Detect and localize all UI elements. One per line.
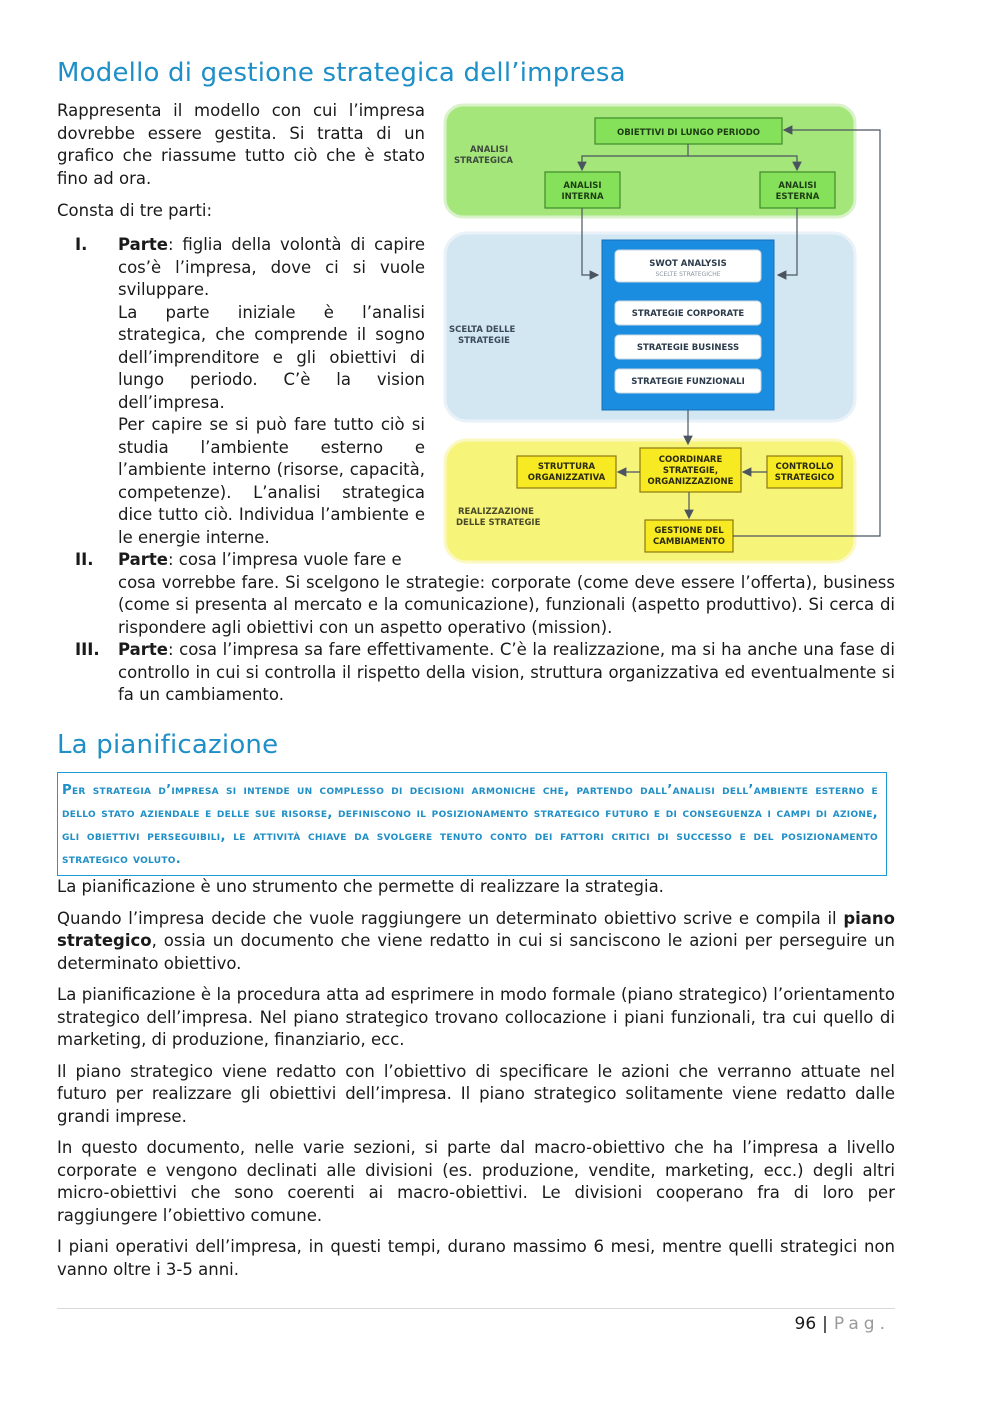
box-controllo-label: CONTROLLO STRATEGICO [774, 462, 835, 483]
section-title-modello: Modello di gestione strategica dell’impresa [57, 58, 626, 88]
box-analisi-esterna-label: ANALISI ESTERNA [775, 181, 820, 202]
paragraph: In questo documento, nelle varie sezioni, si parte dal macro-obiettivo che ha l’impresa a livello corporate e vengono declinati alle divisioni (es. produzione, vendite, marketing, ecc.) degli altri micro-obiettivi che sono coerenti ai macro-obiettivi. Le divisioni cooperano fra di loro per raggiungere l’obiettivo comune. [57, 1138, 895, 1225]
page-footer [795, 1314, 890, 1334]
intro-paragraph: Rappresenta il modello con cui l’impresa dovrebbe essere gestita. Si tratta di un grafico che riassume tutto ciò che è stato fino ad ora. [57, 101, 425, 188]
paragraph: Il piano strategico viene redatto con l’obiettivo di specificare le azioni che verranno attuate nel futuro per realizzare gli obiettivi dell’impresa. Il piano strategico solitamente viene redatto dalle grandi imprese. [57, 1061, 895, 1126]
footer-separator: | [822, 1314, 828, 1334]
body-text [57, 876, 895, 1290]
list-item-heading: Parte [118, 640, 168, 659]
box-struttura [517, 456, 616, 488]
box-swot-sublabel: SCELTE STRATEGICHE [655, 271, 721, 278]
list-item-body [118, 639, 895, 707]
box-strategie-funzionali-label: STRATEGIE FUNZIONALI [631, 377, 745, 387]
box-coordinare-label: COORDINARE STRATEGIE, ORGANIZZAZIONE [647, 455, 734, 487]
box-obiettivi-label: OBIETTIVI DI LUNGO PERIODO [616, 128, 761, 138]
definition-box [57, 772, 887, 876]
list-item-part-3 [57, 639, 895, 707]
section-title-pianificazione: La pianificazione [57, 730, 279, 760]
intro-paragraph: Consta di tre parti: [57, 201, 213, 220]
page-label: Pag. [833, 1314, 890, 1334]
list-item-text: : cosa l’impresa vuole fare e [168, 550, 402, 569]
box-analisi-interna-label: ANALISI INTERNA [561, 181, 604, 202]
box-gestione-label: GESTIONE DEL CAMBIAMENTO [653, 526, 725, 547]
paragraph: La pianificazione è la procedura atta ad esprimere in modo formale (piano strategico) l’orientamento strategico dell’impresa. Nel piano strategico trovano collocazione i piani funzionali, tra cui quello di marketing, di produzione, finanziario, ecc. [57, 985, 895, 1049]
list-item-heading: Parte [118, 235, 168, 254]
strategic-management-diagram [440, 100, 890, 570]
paragraph: I piani operativi dell’impresa, in questi tempi, durano massimo 6 mesi, mentre quelli strategici non vanno oltre i 3-5 anni. [57, 1237, 895, 1279]
footer-divider [57, 1308, 895, 1309]
list-item-heading: Parte [118, 550, 168, 569]
zone-label-analisi: ANALISI STRATEGICA [454, 145, 513, 166]
bold-term: piano strategico [57, 908, 895, 950]
list-number: II. [75, 550, 94, 569]
list-item-text: La parte iniziale è l’analisi strategica, che comprende il sogno dell’imprenditore e gli obiettivi di lungo periodo. C’è la vision dell’impresa. [118, 302, 425, 412]
box-strategie-business-label: STRATEGIE BUSINESS [636, 343, 740, 353]
list-item-text: : cosa l’impresa sa fare effettivamente. C’è la realizzazione, ma si ha anche una fase di controllo in cui si controlla il rispetto della vision, struttura organizzativa ed eventualmente si fa un cambiamento. [118, 640, 895, 704]
diagram-svg [440, 100, 890, 570]
list-item-text: Per capire se si può fare tutto ciò si studia l’ambiente esterno e l’ambiente interno (risorse, capacità, competenze). L’analisi strategica dice tutto ciò. Individua l’ambiente e le energie interne. [118, 415, 425, 547]
paragraph: La pianificazione è uno strumento che permette di realizzare la strategia. [57, 877, 664, 896]
box-controllo [767, 456, 842, 488]
zone-label-realizzazione: REALIZZAZIONE DELLE STRATEGIE [456, 507, 541, 528]
list-number: III. [75, 640, 100, 659]
definition-text: Per strategia d’impresa si intende un complesso di decisioni armoniche che, partendo dall’analisi dell’ambiente esterno e dello stato aziendale e delle sue risorse, definiscono il posizionamento strategico futuro e di conseguenza i campi di azione, gli obiettivi perseguibili, le attività chiave da svolgere tenuto conto dei fattori critici di successo e del posizionamento strategico voluto. [62, 783, 878, 867]
box-struttura-label: STRUTTURA ORGANIZZATIVA [527, 462, 606, 483]
list-item-body [118, 234, 425, 549]
box-gestione [645, 520, 733, 552]
intro-text [57, 100, 425, 233]
list-number: I. [75, 235, 88, 254]
zone-label-scelta: SCELTA DELLE STRATEGIE [449, 325, 516, 346]
box-swot-label: SWOT ANALYSIS [649, 259, 727, 269]
box-strategie-corporate-label: STRATEGIE CORPORATE [631, 309, 745, 319]
list-item-text: cosa vorrebbe fare. Si scelgono le strategie: corporate (come deve essere l’offerta), business (come si presenta al mercato e la comunicazione), funzionali (aspetto produttivo). Si cerca di rispondere agli obiettivi con un aspetto operativo (mission). [118, 572, 895, 637]
paragraph: Quando l’impresa decide che vuole raggiungere un determinato obiettivo scrive e compila il piano strategico, ossia un documento che viene redatto in cui si sanciscono le azioni per perseguire un determinato obiettivo. [57, 908, 895, 973]
page-number: 96 [794, 1314, 817, 1334]
list-item-text: : figlia della volontà di capire cos’è l’impresa, dove ci si vuole svilupparе. [118, 235, 425, 299]
